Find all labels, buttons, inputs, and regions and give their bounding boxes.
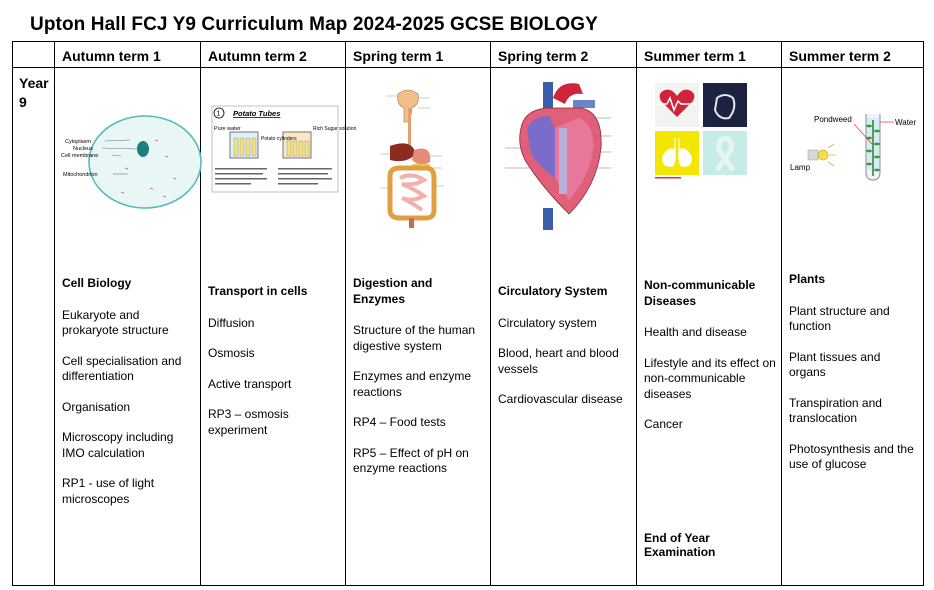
header-autumn-term-2: Autumn term 2 (201, 42, 346, 68)
autumn-term-1-content (62, 276, 196, 522)
label-lamp: Lamp (790, 163, 811, 172)
header-spring-term-1: Spring term 1 (346, 42, 491, 68)
label-cytoplasm: Cytoplasm (65, 139, 91, 145)
summer-term-1-content (644, 278, 777, 448)
label-potato-tubes: Potato Tubes (233, 109, 281, 118)
spring-term-1-cell (346, 68, 490, 585)
list-item: Circulatory system (498, 315, 597, 330)
header-autumn-term-1: Autumn term 1 (55, 42, 201, 68)
list-item: Structure of the human digestive system (353, 323, 476, 353)
spring-term-1-content (353, 276, 486, 492)
label-pure-water: Pure water (214, 126, 241, 132)
label-potato-cylinders: Potato cylinders (261, 136, 297, 142)
header-blank (13, 42, 55, 68)
list-item: RP1 - use of light microscopes (62, 476, 155, 506)
topic-heading: Circulatory System (498, 284, 608, 298)
page-title: Upton Hall FCJ Y9 Curriculum Map 2024-2025 GCSE BIOLOGY (30, 14, 598, 35)
diseases-icons (637, 68, 782, 248)
label-water: Water (895, 118, 917, 127)
label-nucleus: Nucleus (73, 146, 93, 152)
autumn-term-1-cell (55, 68, 200, 585)
list-item: RP5 – Effect of pH on enzyme reactions (353, 445, 469, 475)
list-item: Transpiration and translocation (789, 395, 882, 425)
curriculum-table (12, 41, 924, 586)
spring-term-2-content (498, 284, 632, 423)
summer-term-2-cell (782, 68, 923, 585)
topic-heading: Transport in cells (208, 284, 308, 298)
topic-heading: Digestion and Enzymes (353, 276, 433, 306)
list-item: Blood, heart and blood vessels (498, 346, 619, 376)
list-item: Osmosis (208, 346, 255, 360)
topic-heading: Cell Biology (62, 276, 132, 290)
summer-term-2-content (789, 272, 919, 488)
list-item: Photosynthesis and the use of glucose (789, 441, 914, 471)
list-item: Lifestyle and its effect on non-communicable diseases (644, 355, 776, 401)
header-summer-term-1: Summer term 1 (637, 42, 782, 68)
list-item: Plant tissues and organs (789, 349, 881, 379)
list-item: RP4 – Food tests (353, 415, 446, 429)
year-label: Year 9 (19, 75, 49, 110)
label-pondweed: Pondweed (814, 115, 852, 124)
label-number: 1 (216, 110, 221, 118)
topic-heading: Plants (789, 272, 826, 286)
list-item: Cardiovascular disease (498, 392, 623, 406)
animal-cell-diagram (55, 68, 201, 248)
spring-term-2-cell (491, 68, 636, 585)
header-row (13, 42, 924, 68)
list-item: Diffusion (208, 315, 255, 330)
summer-term-1-cell (637, 68, 781, 585)
list-item: Health and disease (644, 325, 747, 339)
lamp-icon (818, 150, 828, 160)
end-of-year-exam: End of Year Examination (644, 531, 716, 559)
list-item: Active transport (208, 376, 292, 391)
list-item: Enzymes and enzyme reactions (353, 369, 472, 399)
label-rich-sugar: Rich Sugar solution (313, 126, 357, 132)
topic-heading: Non-communicable Diseases (644, 278, 756, 308)
potato-tubes-diagram (201, 68, 357, 248)
label-cell-membrane: Cell membrane (61, 153, 99, 159)
list-item: Microscopy including IMO calculation (62, 430, 174, 460)
list-item: Eukaryote and prokaryote structure (62, 307, 169, 337)
autumn-term-2-content (208, 284, 341, 453)
heart-diagram (491, 68, 637, 248)
digestive-system-diagram (346, 68, 491, 248)
list-item: Cell specialisation and differentiation (62, 353, 182, 383)
year-9-row (13, 68, 924, 586)
header-spring-term-2: Spring term 2 (491, 42, 637, 68)
autumn-term-2-cell (201, 68, 357, 585)
label-mitochondrion: Mitochondrion (63, 172, 98, 178)
list-item: Organisation (62, 399, 131, 414)
pondweed-experiment-diagram (782, 68, 924, 248)
list-item: Cancer (644, 417, 683, 431)
list-item: Plant structure and function (789, 303, 890, 333)
header-summer-term-2: Summer term 2 (782, 42, 924, 68)
list-item: RP3 – osmosis experiment (208, 407, 289, 437)
